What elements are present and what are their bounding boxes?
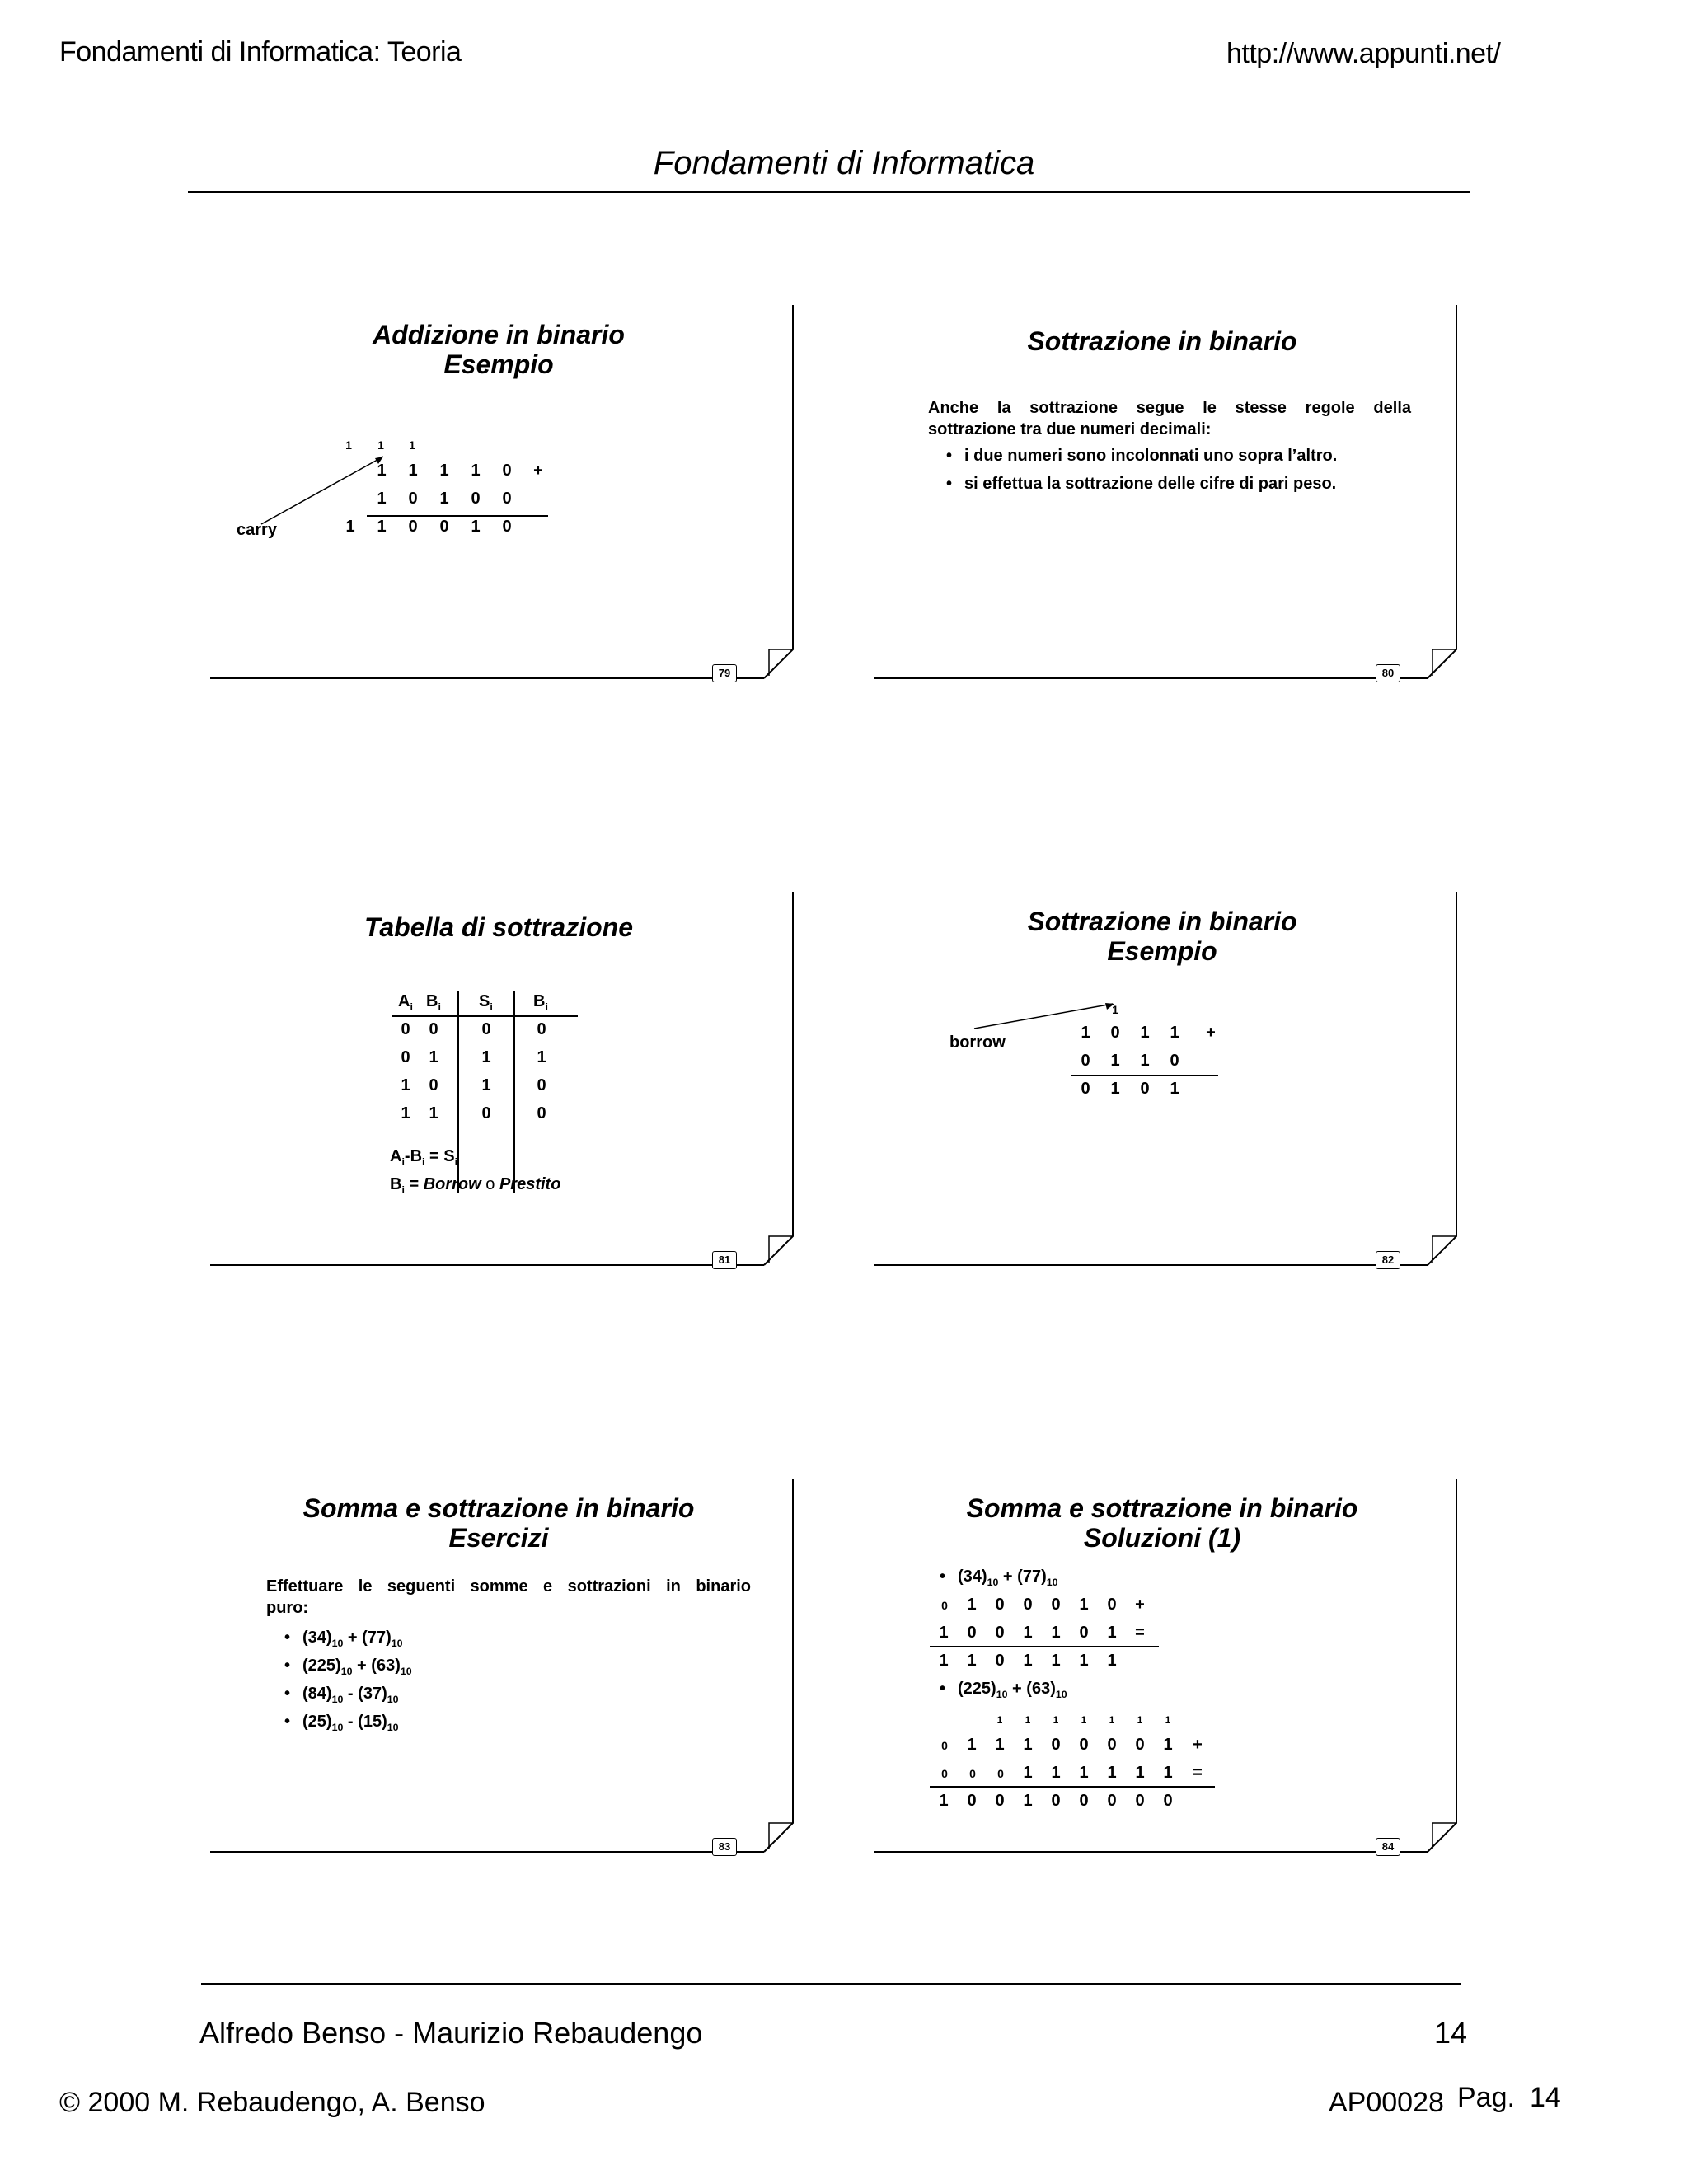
table-header: $B_i$ xyxy=(533,992,548,1013)
operand-digit: 0 xyxy=(995,1596,1005,1614)
operand-digit: 0 xyxy=(1051,1596,1061,1614)
footer-code: AP00028 xyxy=(1329,2087,1444,2118)
table-cell: 1 xyxy=(537,1048,546,1066)
operand-digit: 1 xyxy=(439,490,449,508)
slide-title-line2: Esempio xyxy=(443,349,554,379)
operand-digit: 1 xyxy=(1110,1052,1120,1070)
slide-frame xyxy=(210,892,822,1279)
operator-plus: + xyxy=(533,462,543,480)
slide-title xyxy=(210,320,787,379)
slide-page-number: 84 xyxy=(1376,1838,1400,1856)
operand-digit: 1 xyxy=(1163,1736,1173,1754)
slide-title-line2: Esercizi xyxy=(448,1523,549,1553)
operand-digit: 0 xyxy=(1081,1052,1090,1070)
intro-line: puro: xyxy=(266,1599,309,1617)
operand-digit: 1 xyxy=(939,1624,949,1642)
operator-equals: = xyxy=(1193,1764,1203,1782)
slide-80 xyxy=(874,305,1485,692)
result-digit: 0 xyxy=(1051,1792,1061,1810)
table-cell: 0 xyxy=(481,1104,491,1122)
operand-digit: 1 xyxy=(377,462,387,480)
slide-page-number: 79 xyxy=(712,664,737,682)
result-digit: 1 xyxy=(1079,1652,1089,1670)
exercise-item: • $(25)_{10} - (15)_{10}$ xyxy=(302,1713,399,1733)
sum-rule xyxy=(367,515,548,517)
operand-digit: 0 xyxy=(1051,1736,1061,1754)
table-cell: 0 xyxy=(401,1048,410,1066)
operator-plus: + xyxy=(1135,1596,1145,1614)
operand-digit: 1 xyxy=(1170,1024,1179,1042)
result-digit: 0 xyxy=(439,518,449,536)
intro-line: Anche la sottrazione segue le stesse regole della xyxy=(928,399,1411,417)
operand-digit: 0 xyxy=(502,490,512,508)
operand-digit: 0 xyxy=(967,1624,977,1642)
operand-digit: 1 xyxy=(1051,1764,1061,1782)
result-digit: 1 xyxy=(1107,1652,1117,1670)
result-digit: 1 xyxy=(967,1652,977,1670)
table-cell: 0 xyxy=(401,1020,410,1038)
operand-digit: 0 xyxy=(997,1767,1004,1780)
table-cell: 0 xyxy=(481,1020,491,1038)
operand-digit: 0 xyxy=(502,462,512,480)
table-header: $S_i$ xyxy=(479,992,493,1013)
bullet-item: • si effettua la sottrazione delle cifre di pari peso. xyxy=(964,475,1336,494)
table-cell: 0 xyxy=(537,1076,546,1094)
carry-digit: 1 xyxy=(1081,1714,1087,1726)
equation-difference: $A_i-B_i = S_i$ xyxy=(390,1147,458,1168)
bullet-item: • i due numeri sono incolonnati uno sopra l’altro. xyxy=(964,447,1337,466)
footer-page-number: 14 xyxy=(1434,2016,1468,2050)
difference-rule xyxy=(1071,1075,1218,1076)
borrow-label: borrow xyxy=(950,1033,1006,1052)
result-digit: 1 xyxy=(1023,1792,1033,1810)
operand-digit: 0 xyxy=(941,1739,948,1752)
operand-digit: 1 xyxy=(1051,1624,1061,1642)
table-cell: 1 xyxy=(429,1048,438,1066)
slide-79 xyxy=(210,305,822,692)
exercise-item: • $(34)_{10} + (77)_{10}$ xyxy=(302,1629,403,1649)
slide-page-number: 81 xyxy=(712,1251,737,1269)
result-digit: 1 xyxy=(1110,1080,1120,1098)
operand-digit: 1 xyxy=(1140,1024,1150,1042)
operand-digit: 1 xyxy=(471,462,481,480)
slide-title: Tabella di sottrazione xyxy=(364,912,633,942)
result-digit: 0 xyxy=(995,1792,1005,1810)
result-digit: 0 xyxy=(1140,1080,1150,1098)
table-cell: 1 xyxy=(401,1104,410,1122)
result-digit: 0 xyxy=(967,1792,977,1810)
slide-title-line1: Somma e sottrazione in binario xyxy=(302,1493,695,1523)
intro-line: sottrazione tra due numeri decimali: xyxy=(928,420,1212,438)
solution-item: • $(34)_{10} + (77)_{10}$ xyxy=(958,1568,1058,1588)
operand-digit: 0 xyxy=(1079,1624,1089,1642)
result-digit: 0 xyxy=(1163,1792,1173,1810)
operand-digit: 0 xyxy=(1170,1052,1179,1070)
operand-digit: 1 xyxy=(439,462,449,480)
header-right[interactable]: http://www.appunti.net/ xyxy=(1226,38,1501,69)
operator-plus: + xyxy=(1193,1736,1203,1754)
table-header: $B_i$ xyxy=(426,992,441,1013)
carry-digit: 1 xyxy=(1165,1714,1171,1726)
result-digit: 1 xyxy=(471,518,481,536)
borrow-arrow-icon xyxy=(973,999,1121,1032)
operand-digit: 1 xyxy=(1135,1764,1145,1782)
result-digit: 0 xyxy=(1135,1792,1145,1810)
carry-digit: 1 xyxy=(409,438,415,452)
operand-digit: 0 xyxy=(1107,1596,1117,1614)
table-cell: 0 xyxy=(429,1020,438,1038)
footer-authors: Alfredo Benso - Maurizio Rebaudengo xyxy=(199,2016,703,2050)
operand-digit: 1 xyxy=(967,1596,977,1614)
operand-digit: 1 xyxy=(1023,1736,1033,1754)
carry-digit: 1 xyxy=(345,438,352,452)
result-digit: 1 xyxy=(1023,1652,1033,1670)
table-cell: 1 xyxy=(481,1048,491,1066)
result-digit: 1 xyxy=(939,1652,949,1670)
table-cell: 0 xyxy=(537,1020,546,1038)
operand-digit: 1 xyxy=(1107,1764,1117,1782)
result-digit: 1 xyxy=(939,1792,949,1810)
table-cell: 0 xyxy=(537,1104,546,1122)
result-digit: 0 xyxy=(1107,1792,1117,1810)
operand-digit: 0 xyxy=(471,490,481,508)
operand-digit: 1 xyxy=(1023,1764,1033,1782)
sum-rule xyxy=(930,1646,1159,1647)
slide-page-number: 82 xyxy=(1376,1251,1400,1269)
operand-digit: 0 xyxy=(408,490,418,508)
result-digit: 0 xyxy=(1081,1080,1090,1098)
operand-digit: 1 xyxy=(1163,1764,1173,1782)
sum-rule xyxy=(930,1786,1215,1788)
slide-83 xyxy=(210,1479,822,1866)
slide-page-number: 80 xyxy=(1376,664,1400,682)
footer-pag-number: 14 xyxy=(1530,2082,1561,2113)
header-rule xyxy=(188,191,1470,193)
operand-digit: 1 xyxy=(408,462,418,480)
operand-digit: 1 xyxy=(995,1736,1005,1754)
operand-digit: 1 xyxy=(1140,1052,1150,1070)
header-left: Fondamenti di Informatica: Teoria xyxy=(59,36,462,68)
operand-digit: 0 xyxy=(1110,1024,1120,1042)
slide-81 xyxy=(210,892,822,1279)
document-title: Fondamenti di Informatica xyxy=(653,145,1035,181)
operator-plus: + xyxy=(1206,1024,1216,1042)
operand-digit: 1 xyxy=(1107,1624,1117,1642)
operand-digit: 0 xyxy=(1107,1736,1117,1754)
exercise-item: • $(84)_{10} - (37)_{10}$ xyxy=(302,1685,399,1705)
equation-borrow: $B_i$ = Borrow o Prestito xyxy=(390,1175,561,1196)
footer-copyright: © 2000 M. Rebaudengo, A. Benso xyxy=(59,2087,485,2118)
result-digit: 1 xyxy=(1170,1080,1179,1098)
result-digit: 0 xyxy=(1079,1792,1089,1810)
carry-digit: 1 xyxy=(1109,1714,1115,1726)
carry-digit: 1 xyxy=(1025,1714,1031,1726)
slide-82 xyxy=(874,892,1485,1279)
operand-digit: 0 xyxy=(1135,1736,1145,1754)
result-digit: 1 xyxy=(345,518,355,536)
footer-pag-label: Pag. xyxy=(1457,2082,1515,2113)
operand-digit: 0 xyxy=(969,1767,976,1780)
slide-frame xyxy=(874,305,1485,692)
operand-digit: 0 xyxy=(995,1624,1005,1642)
exercise-item: • $(225)_{10} + (63)_{10}$ xyxy=(302,1657,412,1677)
table-divider xyxy=(513,991,515,1193)
operator-equals: = xyxy=(1135,1624,1145,1642)
carry-digit: 1 xyxy=(1053,1714,1059,1726)
solution-item: • $(225)_{10} + (63)_{10}$ xyxy=(958,1680,1067,1700)
operand-digit: 1 xyxy=(1023,1624,1033,1642)
carry-digit: 1 xyxy=(377,438,384,452)
slide-title-line1: Sottrazione in binario xyxy=(1027,907,1297,936)
slide-title-line1: Addizione in binario xyxy=(373,320,625,349)
operand-digit: 0 xyxy=(941,1599,948,1612)
table-cell: 0 xyxy=(429,1076,438,1094)
operand-digit: 0 xyxy=(1023,1596,1033,1614)
operand-digit: 0 xyxy=(941,1767,948,1780)
table-divider xyxy=(457,991,459,1193)
slide-title xyxy=(874,907,1451,966)
table-cell: 1 xyxy=(429,1104,438,1122)
slide-page-number: 83 xyxy=(712,1838,737,1856)
borrow-digit: 1 xyxy=(1112,1003,1118,1016)
operand-digit: 1 xyxy=(1081,1024,1090,1042)
table-cell: 1 xyxy=(401,1076,410,1094)
result-digit: 1 xyxy=(1051,1652,1061,1670)
slide-title xyxy=(210,1493,787,1553)
operand-digit: 1 xyxy=(1079,1764,1089,1782)
operand-digit: 1 xyxy=(1079,1596,1089,1614)
table-header: $A_i$ xyxy=(398,992,413,1013)
intro-line: Effettuare le seguenti somme e sottrazioni in binario xyxy=(266,1577,751,1596)
slide-title-line1: Somma e sottrazione in binario xyxy=(966,1493,1358,1523)
carry-digit: 1 xyxy=(996,1714,1003,1726)
slide-84 xyxy=(874,1479,1485,1866)
result-digit: 1 xyxy=(377,518,387,536)
operand-digit: 1 xyxy=(967,1736,977,1754)
result-digit: 0 xyxy=(995,1652,1005,1670)
slide-title-line2: Esempio xyxy=(1107,936,1217,966)
slide-title xyxy=(874,1493,1451,1553)
carry-digit: 1 xyxy=(1137,1714,1143,1726)
result-digit: 0 xyxy=(408,518,418,536)
slide-title-line2: Soluzioni (1) xyxy=(1083,1523,1241,1553)
carry-label: carry xyxy=(237,521,277,539)
operand-digit: 1 xyxy=(377,490,387,508)
table-cell: 1 xyxy=(481,1076,491,1094)
table-header-rule xyxy=(392,1015,578,1017)
result-digit: 0 xyxy=(502,518,512,536)
operand-digit: 0 xyxy=(1079,1736,1089,1754)
slide-title: Sottrazione in binario xyxy=(1027,326,1297,356)
footer-rule xyxy=(201,1983,1461,1985)
carry-arrow-icon xyxy=(260,453,392,527)
